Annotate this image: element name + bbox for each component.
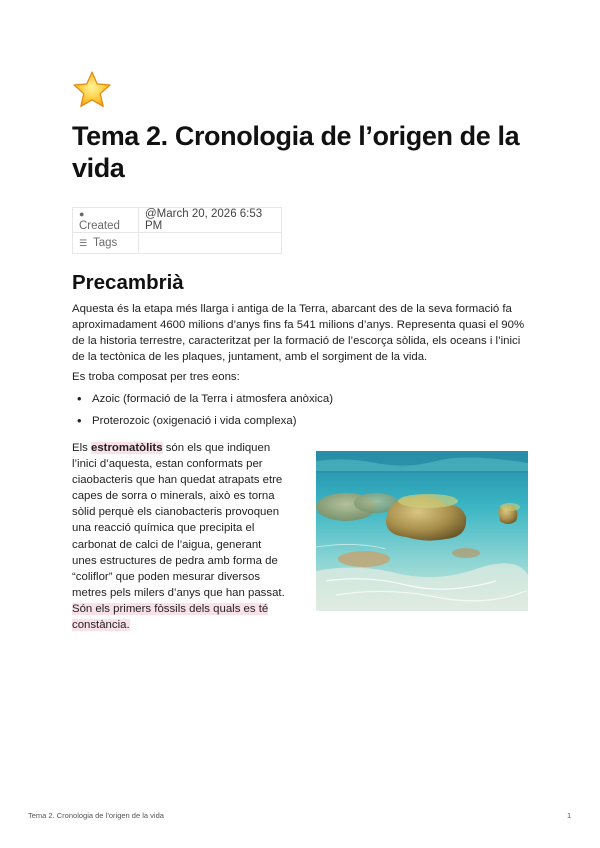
page-number: 1 bbox=[567, 811, 572, 820]
property-value-tags[interactable] bbox=[139, 233, 282, 254]
property-row-tags bbox=[73, 233, 282, 254]
properties-table bbox=[72, 207, 282, 254]
list-item: • Proterozoic (oxigenació i vida complexa) bbox=[72, 413, 333, 435]
property-label: Tags bbox=[93, 237, 118, 249]
stromatolites-paragraph: Els estromatòlits són els que indiquen l’inici d’aquesta, estan conformats per ciaobacteris que han quedat atrapats etre capes de sorra o minerals, això es torna sòlid perquè els cianobacteris provoquen una reacció química que precipita el carbonat de calci de l’aigua, generant unes estructures de pedra amb forma de “coliflor” que poden mesurar diversos metres pels milers d’anys que han passat. Són els primers fòssils dels quals es té constància. bbox=[72, 442, 285, 632]
intro-paragraph: Aquesta és la etapa més llarga i antiga de la Terra, abarcant des de la seva formació fa aproximadament 4600 milions d’anys fins fa 541 milions d’anys. Representa quasi el 90% de la historia terrestre, caracteritzat per la formació de l’escorça sòlida, els oceans i l’inici de la tectònica de les plaques, juntament, amb el sorgiment de la vida. bbox=[72, 303, 525, 363]
highlighted-term: estromatòlits bbox=[91, 442, 163, 454]
stromatolites-photo bbox=[316, 451, 528, 611]
star-emoji-icon bbox=[72, 70, 112, 110]
clock-icon: ● bbox=[79, 209, 85, 219]
page-title: Tema 2. Cronologia de l’origen de la vida bbox=[72, 121, 520, 183]
property-row-created bbox=[73, 208, 282, 233]
eons-intro: Es troba composat per tres eons: bbox=[72, 371, 240, 383]
property-value-created[interactable]: @March 20, 2026 6:53 PM bbox=[139, 208, 282, 233]
highlighted-sentence: Són els primers fòssils dels quals es té constància. bbox=[72, 602, 269, 632]
property-label: Created bbox=[79, 220, 120, 232]
footer-title: Tema 2. Cronologia de l’origen de la vida bbox=[28, 811, 164, 820]
list-icon: ☰ bbox=[79, 238, 88, 248]
section-heading: Precambrià bbox=[72, 271, 184, 294]
list-item: • Azoic (formació de la Terra i atmosfera anòxica) bbox=[72, 391, 333, 413]
eons-list bbox=[72, 391, 333, 435]
